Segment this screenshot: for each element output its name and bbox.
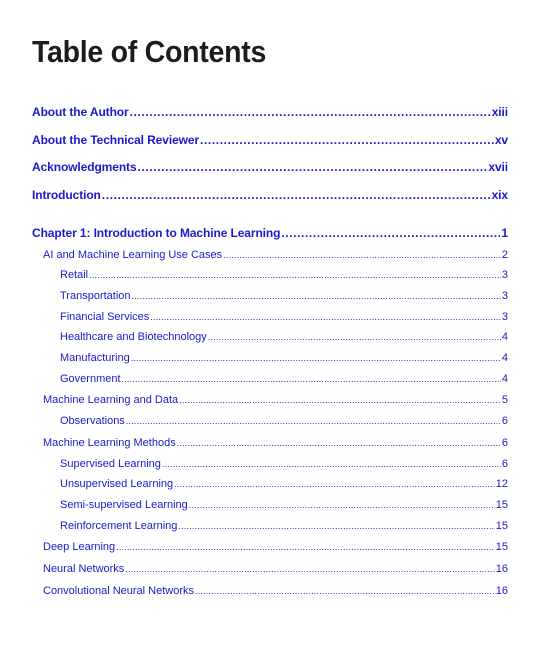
dot-leader xyxy=(130,106,491,118)
toc-entry-page-number: 4 xyxy=(501,352,508,364)
toc-entry-page-number: 16 xyxy=(495,585,508,597)
toc-entry-page-number: 6 xyxy=(501,458,508,470)
dot-leader xyxy=(150,312,501,323)
dot-leader xyxy=(223,250,501,261)
toc-entry-label: AI and Machine Learning Use Cases xyxy=(43,249,223,261)
dot-leader xyxy=(178,521,494,532)
toc-entry-reinforcement-learning[interactable] xyxy=(60,520,508,532)
toc-entry-page-number: 1 xyxy=(501,226,508,240)
toc-entry-label: About the Author xyxy=(32,105,129,119)
dot-leader xyxy=(177,438,501,449)
dot-leader xyxy=(131,353,501,364)
toc-entry-government[interactable] xyxy=(60,373,508,385)
toc-entry-page-number: 12 xyxy=(495,478,508,490)
toc-entry-label: Retail xyxy=(60,269,89,281)
toc-entry-page-number: xiii xyxy=(491,105,508,119)
dot-leader xyxy=(208,332,501,343)
toc-entry-label: Machine Learning and Data xyxy=(43,394,179,406)
dot-leader xyxy=(138,161,488,173)
toc-entry-page-number: 15 xyxy=(495,499,508,511)
dot-leader xyxy=(102,189,491,201)
toc-entry-page-number: 2 xyxy=(501,249,508,261)
toc-entry-page-number: 16 xyxy=(495,563,508,575)
dot-leader xyxy=(89,270,501,281)
toc-entry-label: Manufacturing xyxy=(60,352,130,364)
toc-entry-machine-learning-and-data[interactable] xyxy=(43,394,508,406)
toc-entry-page-number: 5 xyxy=(501,394,508,406)
dot-leader xyxy=(174,479,495,490)
toc-entry-label: Reinforcement Learning xyxy=(60,520,178,532)
toc-entry-label: Transportation xyxy=(60,290,131,302)
toc-entry-page-number: 4 xyxy=(501,373,508,385)
toc-entry-transportation[interactable] xyxy=(60,290,508,302)
page-title: Table of Contents xyxy=(32,34,267,69)
dot-leader xyxy=(125,564,494,575)
toc-entry-page-number: 3 xyxy=(501,311,508,323)
toc-entry-introduction[interactable] xyxy=(32,188,508,202)
dot-leader xyxy=(132,291,501,302)
toc-entry-retail[interactable] xyxy=(60,269,508,281)
toc-entry-label: Semi-supervised Learning xyxy=(60,499,188,511)
toc-entry-page-number: xv xyxy=(494,133,508,147)
toc-entry-page-number: 3 xyxy=(501,290,508,302)
toc-entry-semi-supervised-learning[interactable] xyxy=(60,499,508,511)
toc-entry-page-number: 15 xyxy=(495,520,508,532)
dot-leader xyxy=(281,227,500,239)
toc-entry-label: Healthcare and Biotechnology xyxy=(60,331,207,343)
dot-leader xyxy=(116,542,495,553)
toc-entry-page-number: xix xyxy=(491,188,508,202)
toc-entry-label: Government xyxy=(60,373,121,385)
toc-entry-label: Deep Learning xyxy=(43,541,116,553)
dot-leader xyxy=(195,586,495,597)
toc-entry-page-number: 6 xyxy=(501,437,508,449)
toc-entry-page-number: 4 xyxy=(501,331,508,343)
toc-entry-label: Financial Services xyxy=(60,311,150,323)
toc-entry-supervised-learning[interactable] xyxy=(60,458,508,470)
toc-entry-page-number: 15 xyxy=(495,541,508,553)
toc-entry-manufacturing[interactable] xyxy=(60,352,508,364)
toc-entry-deep-learning[interactable] xyxy=(43,541,508,553)
toc-entry-label: Unsupervised Learning xyxy=(60,478,174,490)
toc-entry-label: Neural Networks xyxy=(43,563,125,575)
dot-leader xyxy=(122,374,501,385)
toc-entry-unsupervised-learning[interactable] xyxy=(60,478,508,490)
toc-entry-label: Chapter 1: Introduction to Machine Learning xyxy=(32,226,281,240)
dot-leader xyxy=(126,416,501,427)
toc-entry-label: Supervised Learning xyxy=(60,458,161,470)
toc-entry-label: Convolutional Neural Networks xyxy=(43,585,195,597)
dot-leader xyxy=(189,500,495,511)
toc-entry-convolutional-neural-networks[interactable] xyxy=(43,585,508,597)
dot-leader xyxy=(162,459,501,470)
toc-entry-label: About the Technical Reviewer xyxy=(32,133,200,147)
toc-entry-page-number: 6 xyxy=(501,415,508,427)
dot-leader xyxy=(200,134,494,146)
toc-entry-label: Acknowledgments xyxy=(32,160,137,174)
toc-entry-ai-and-machine-learning-use-cases[interactable] xyxy=(43,249,508,261)
toc-entry-acknowledgments[interactable] xyxy=(32,160,508,174)
toc-entry-about-the-author[interactable] xyxy=(32,105,508,119)
toc-entry-label: Machine Learning Methods xyxy=(43,437,176,449)
dot-leader xyxy=(179,395,501,406)
toc-entry-observations[interactable] xyxy=(60,415,508,427)
toc-entry-financial-services[interactable] xyxy=(60,311,508,323)
toc-entry-neural-networks[interactable] xyxy=(43,563,508,575)
toc-entry-about-the-technical-reviewer[interactable] xyxy=(32,133,508,147)
toc-entry-chapter-1-introduction-to-machine-learning[interactable] xyxy=(32,226,508,240)
toc-entry-label: Introduction xyxy=(32,188,101,202)
toc-entry-label: Observations xyxy=(60,415,125,427)
toc-entry-healthcare-and-biotechnology[interactable] xyxy=(60,331,508,343)
toc-entry-machine-learning-methods[interactable] xyxy=(43,437,508,449)
toc-entry-page-number: 3 xyxy=(501,269,508,281)
toc-entry-page-number: xvii xyxy=(488,160,508,174)
